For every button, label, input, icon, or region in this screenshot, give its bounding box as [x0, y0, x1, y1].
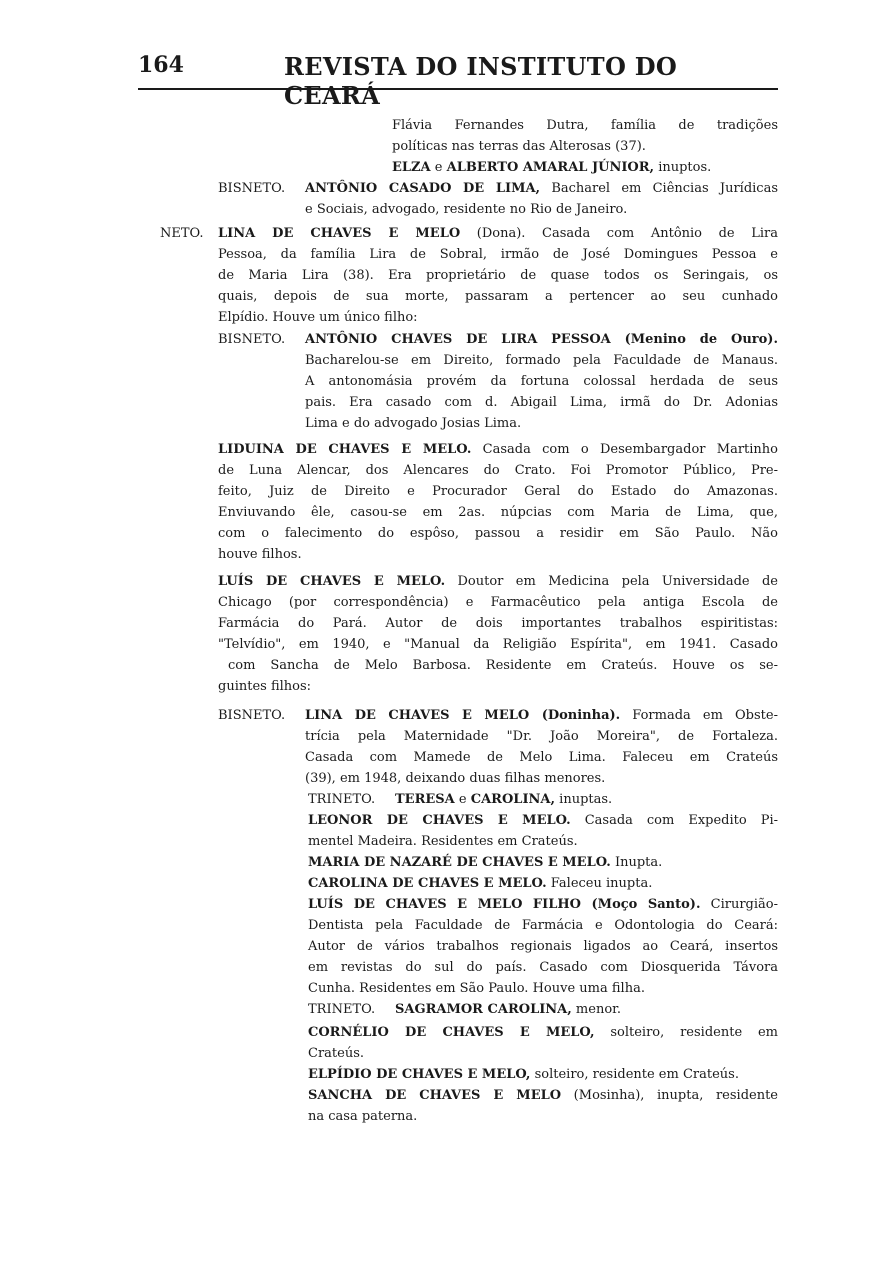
text-line [218, 615, 778, 633]
line-text: (39), em 1948, deixando duas filhas menores. [305, 771, 606, 786]
text-line [218, 678, 338, 696]
page-number: 164 [138, 52, 184, 78]
line-text: feito, Juiz de Direito e Procurador Geral do Estado do Amazonas. [218, 484, 778, 499]
line-text: Casada com o Desembargador Martinho [471, 442, 779, 457]
line-text: menor. [571, 1002, 622, 1017]
line-text: Farmácia do Pará. Autor de dois importantes trabalhos espiritistas: [218, 616, 778, 631]
text-line [218, 594, 778, 612]
bold-name: ELPÍDIO DE CHAVES E MELO, [308, 1067, 531, 1082]
line-text: em revistas do sul do país. Casado com Diosquerida Távora [308, 960, 778, 975]
generation-label: BISNETO. [218, 332, 286, 347]
line-text: Elpídio. Houve um único filho: [218, 310, 418, 325]
line-text: Flávia Fernandes Dutra, família de tradições [392, 118, 778, 133]
text-line [395, 791, 675, 809]
line-text: mentel Madeira. Residentes em Crateús. [308, 834, 578, 849]
line-text: Lima e do advogado Josias Lima. [305, 416, 522, 431]
text-line [308, 854, 728, 872]
text-line [305, 707, 778, 725]
text-line [308, 833, 628, 851]
line-text: e [430, 160, 447, 175]
text-line [218, 267, 778, 285]
line-text: Pessoa, da família Lira de Sobral, irmão de José Domingues Pessoa e [218, 247, 778, 262]
text-line [308, 938, 778, 956]
text-line [308, 812, 778, 830]
line-text: com Sancha de Melo Barbosa. Residente em Crateús. Houve os se- [228, 658, 778, 673]
text-line [218, 546, 328, 564]
text-line [218, 573, 778, 591]
text-line [305, 201, 681, 219]
line-text: com o falecimento do espôso, passou a residir em São Paulo. Não [218, 526, 778, 541]
text-line [228, 657, 778, 675]
bold-name: TERESA [395, 792, 455, 807]
text-line [305, 415, 565, 433]
text-line [305, 749, 778, 767]
line-text: na casa paterna. [308, 1109, 418, 1124]
line-text: Casada com Expedito Pi- [570, 813, 778, 828]
line-text: Chicago (por correspondência) e Farmacêutico pela antiga Escola de [218, 595, 778, 610]
line-text: de Luna Alencar, dos Alencares do Crato. Foi Promotor Público, Pre- [218, 463, 778, 478]
text-line [218, 288, 778, 306]
line-text: Bacharel em Ciências Jurídicas [540, 181, 778, 196]
line-text: solteiro, residente em Crateús. [530, 1067, 739, 1082]
line-text: (Dona). Casada com Antônio de Lira [460, 226, 778, 241]
text-line [308, 917, 778, 935]
text-line [392, 117, 778, 135]
text-line [395, 1001, 655, 1019]
text-line [218, 309, 478, 327]
bold-name: SAGRAMOR CAROLINA, [395, 1002, 572, 1017]
bold-name: ANTÔNIO CASADO DE LIMA, [305, 181, 541, 196]
text-line [305, 331, 778, 349]
line-text: Dentista pela Faculdade de Farmácia e Odontologia do Ceará: [308, 918, 778, 933]
text-line [218, 525, 778, 543]
text-line [308, 1108, 448, 1126]
line-text: Faleceu inupta. [546, 876, 653, 891]
line-text: inuptas. [555, 792, 613, 807]
line-text: A antonomásia provém da fortuna colossal herdada de seus [305, 374, 778, 389]
bold-name: LINA DE CHAVES E MELO (Doninha). [305, 708, 621, 723]
line-text: inuptos. [654, 160, 712, 175]
text-line [305, 352, 778, 370]
bold-name: CORNÉLIO DE CHAVES E MELO, [308, 1025, 595, 1040]
generation-label: TRINETO. [308, 1002, 376, 1017]
running-title: REVISTA DO INSTITUTO DO CEARÁ [284, 52, 678, 110]
line-text: de Maria Lira (38). Era proprietário de quase todos os Seringais, os [218, 268, 778, 283]
bold-name: LIDUINA DE CHAVES E MELO. [218, 442, 472, 457]
generation-label: TRINETO. [308, 792, 376, 807]
text-line [305, 770, 685, 788]
text-line [218, 225, 778, 243]
bold-name: ANTÔNIO CHAVES DE LIRA PESSOA (Menino de Ouro). [305, 332, 778, 347]
text-line [392, 159, 772, 177]
line-text: Crateús. [308, 1046, 365, 1061]
text-line [218, 441, 778, 459]
text-line [218, 462, 778, 480]
generation-label: BISNETO. [218, 181, 286, 196]
text-line [305, 373, 778, 391]
text-line [308, 1066, 778, 1084]
line-text: Enviuvando êle, casou-se em 2as. núpcias com Maria de Lima, que, [218, 505, 778, 520]
bold-name: LUÍS DE CHAVES E MELO FILHO (Moço Santo). [308, 897, 701, 912]
text-line [218, 483, 778, 501]
bold-name: ELZA [392, 160, 431, 175]
line-text: Autor de vários trabalhos regionais ligados ao Ceará, insertos [308, 939, 778, 954]
text-line [305, 394, 778, 412]
line-text: houve filhos. [218, 547, 302, 562]
text-line [308, 1045, 378, 1063]
text-line [218, 636, 778, 654]
text-line [308, 1087, 778, 1105]
line-text: solteiro, residente em [594, 1025, 778, 1040]
text-line [308, 959, 778, 977]
bold-name: MARIA DE NAZARÉ DE CHAVES E MELO. [308, 855, 611, 870]
bold-name: LINA DE CHAVES E MELO [218, 226, 461, 241]
text-line [308, 875, 728, 893]
line-text: Cirurgião- [700, 897, 778, 912]
line-text: Casada com Mamede de Melo Lima. Faleceu em Crateús [305, 750, 778, 765]
text-line [392, 138, 682, 156]
line-text: "Telvídio", em 1940, e "Manual da Religião Espírita", em 1941. Casado [218, 637, 778, 652]
text-line [308, 980, 728, 998]
header-rule [138, 88, 778, 90]
bold-name: ALBERTO AMARAL JÚNIOR, [446, 160, 655, 175]
line-text: pais. Era casado com d. Abigail Lima, irmã do Dr. Adonias [305, 395, 778, 410]
line-text: guintes filhos: [218, 679, 312, 694]
text-line [305, 728, 778, 746]
line-text: Formada em Obste- [620, 708, 778, 723]
text-line [308, 896, 778, 914]
line-text: e Sociais, advogado, residente no Rio de Janeiro. [305, 202, 628, 217]
line-text: Bacharelou-se em Direito, formado pela Faculdade de Manaus. [305, 353, 778, 368]
line-text: Inupta. [610, 855, 663, 870]
text-line [218, 504, 778, 522]
bold-name: SANCHA DE CHAVES E MELO [308, 1088, 562, 1103]
page-header [138, 52, 778, 110]
line-text: e [454, 792, 471, 807]
line-text: Cunha. Residentes em São Paulo. Houve uma filha. [308, 981, 645, 996]
generation-label: NETO. [160, 226, 204, 241]
line-text: (Mosinha), inupta, residente [561, 1088, 778, 1103]
bold-name: LEONOR DE CHAVES E MELO. [308, 813, 571, 828]
text-line [308, 1024, 778, 1042]
text-line [218, 246, 778, 264]
line-text: Doutor em Medicina pela Universidade de [445, 574, 778, 589]
line-text: trícia pela Maternidade "Dr. João Moreira", de Fortaleza. [305, 729, 778, 744]
bold-name: CAROLINA DE CHAVES E MELO. [308, 876, 547, 891]
line-text: quais, depois de sua morte, passaram a pertencer ao seu cunhado [218, 289, 778, 304]
text-line [305, 180, 778, 198]
line-text: políticas nas terras das Alterosas (37). [392, 139, 646, 154]
bold-name: CAROLINA, [470, 792, 556, 807]
bold-name: LUÍS DE CHAVES E MELO. [218, 574, 446, 589]
generation-label: BISNETO. [218, 708, 286, 723]
